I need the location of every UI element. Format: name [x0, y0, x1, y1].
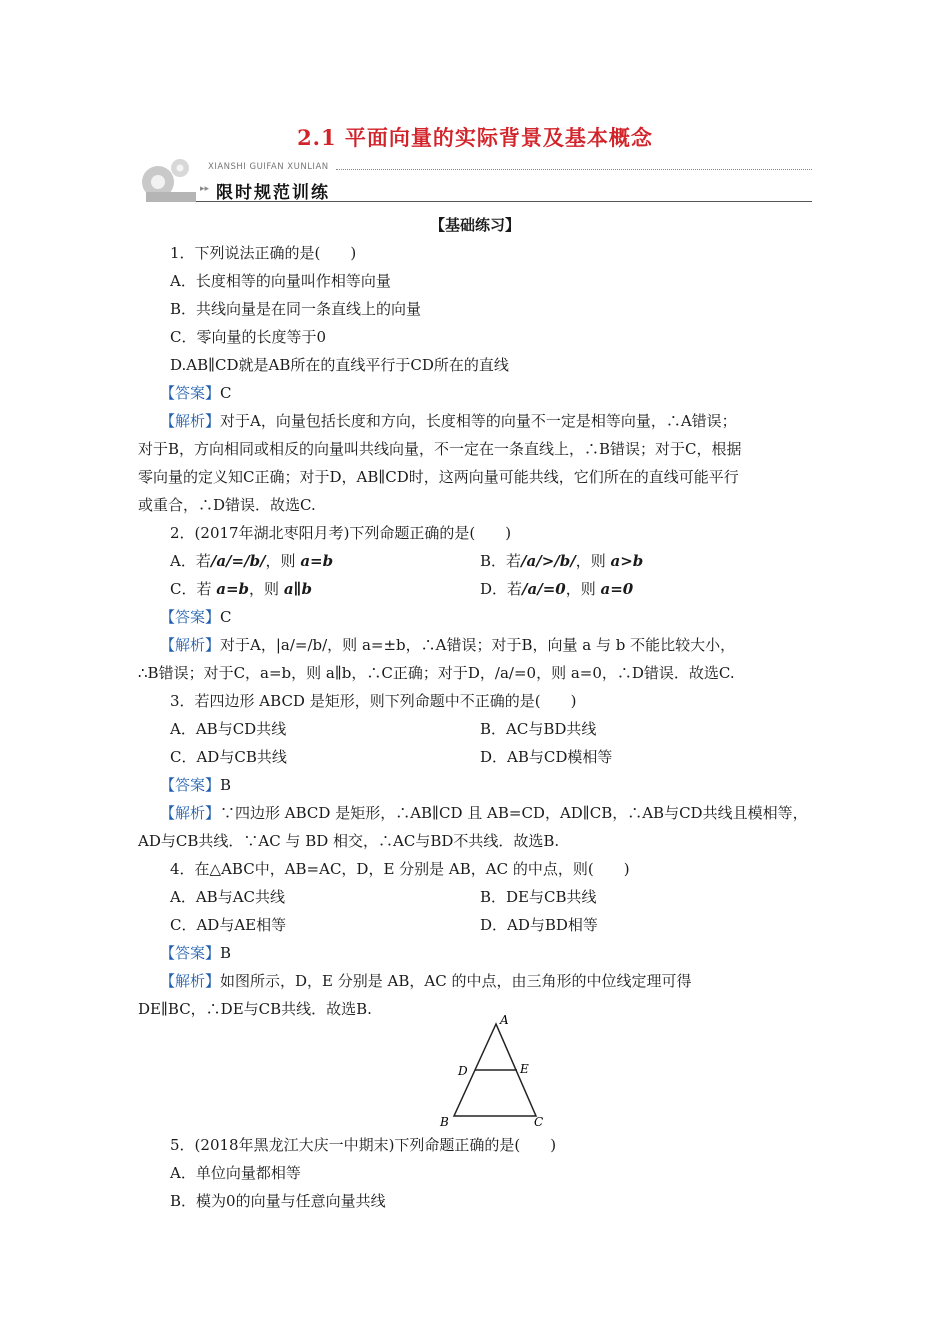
answer-tag: 【答案】 [160, 384, 221, 402]
q2-analysis-line-1 [160, 635, 735, 655]
q1-analysis-line-3: 零向量的定义知C正确；对于D，AB∥CD时，这两向量可能共线，它们所在的直线可能平行 [138, 468, 739, 486]
q2-option-a: A．若/a/=/b/，则 a=b [170, 552, 334, 570]
label-c: C [534, 1115, 544, 1129]
q3-option-d: D．AB与CD模相等 [480, 748, 613, 766]
q5-option-b: B．模为0的向量与任意向量共线 [170, 1192, 386, 1210]
q4-answer [160, 943, 231, 963]
q4-option-b: B．DE与CB共线 [480, 888, 597, 906]
answer-value: B [220, 776, 232, 794]
q3-answer [160, 775, 231, 795]
label-a: A [500, 1013, 509, 1027]
q4-analysis-line-2: DE∥BC，∴DE与CB共线．故选B. [138, 1000, 372, 1018]
label-d: D [458, 1064, 468, 1078]
banner-label: 限时规范训练 [216, 183, 330, 203]
q3-option-b: B．AC与BD共线 [480, 720, 597, 738]
q3-option-c: C．AD与CB共线 [170, 748, 287, 766]
q2-option-c: C．若 a=b，则 a∥b [170, 580, 312, 598]
answer-tag: 【答案】 [160, 776, 221, 794]
q1-analysis-line-4: 或重合，∴D错误．故选C. [138, 496, 316, 514]
label-b: B [440, 1115, 449, 1129]
q2-option-b: B．若/a/>/b/，则 a>b [480, 552, 644, 570]
q2-analysis-line-2: ∴B错误；对于C，a=b，则 a∥b，∴C正确；对于D，/a/=0，则 a=0，∴D错误．故选C. [138, 664, 735, 682]
q1-option-a: A．长度相等的向量叫作相等向量 [170, 272, 391, 290]
q4-option-c: C．AD与AE相等 [170, 916, 287, 934]
analysis-text: 如图所示，D，E 分别是 AB，AC 的中点，由三角形的中位线定理可得 [220, 972, 692, 990]
q3-option-a: A．AB与CD共线 [170, 720, 287, 738]
q4-analysis-line-1 [160, 971, 691, 991]
q4-option-d: D．AD与BD相等 [480, 916, 598, 934]
q2-answer [160, 607, 232, 627]
answer-tag: 【答案】 [160, 608, 221, 626]
analysis-tag: 【解析】 [160, 636, 221, 654]
q4-stem: 4．在△ABC中，AB=AC，D，E 分别是 AB，AC 的中点，则( ) [170, 860, 630, 878]
answer-tag: 【答案】 [160, 944, 221, 962]
banner-rule [196, 201, 812, 202]
label-e: E [520, 1062, 529, 1076]
banner-arrows-icon: ▸▸ [200, 184, 210, 194]
section-heading: 【基础练习】 [429, 216, 520, 234]
section-banner [136, 152, 812, 208]
answer-value: C [220, 608, 232, 626]
banner-dotted-line [336, 169, 812, 170]
q1-stem: 1．下列说法正确的是( ) [170, 244, 357, 262]
q3-analysis-line-1 [160, 803, 808, 823]
analysis-text: 对于A，向量包括长度和方向，长度相等的向量不一定是相等向量，∴A错误； [220, 412, 737, 430]
q5-stem: 5．(2018年黑龙江大庆一中期末)下列命题正确的是( ) [170, 1136, 557, 1154]
answer-value: C [220, 384, 232, 402]
q1-option-c: C．零向量的长度等于0 [170, 328, 327, 346]
q1-analysis-line-1 [160, 411, 737, 431]
q3-stem: 3．若四边形 ABCD 是矩形，则下列命题中不正确的是( ) [170, 692, 577, 710]
q2-option-d: D．若/a/=0，则 a=0 [480, 580, 634, 598]
q1-option-b: B．共线向量是在同一条直线上的向量 [170, 300, 422, 318]
q3-analysis-line-2: AD与CB共线．∵AC 与 BD 相交，∴AC与BD不共线．故选B. [138, 832, 560, 850]
answer-value: B [220, 944, 232, 962]
gear-decoration-icon [136, 154, 206, 204]
q1-option-d: D.AB∥CD就是AB所在的直线平行于CD所在的直线 [170, 356, 509, 374]
page-title: 2.1 平面向量的实际背景及基本概念 [297, 125, 653, 150]
triangle-figure [436, 1012, 556, 1132]
analysis-tag: 【解析】 [160, 972, 221, 990]
banner-pinyin: XIANSHI GUIFAN XUNLIAN [208, 162, 329, 172]
analysis-text: ∵四边形 ABCD 是矩形，∴AB∥CD 且 AB=CD，AD∥CB，∴AB与CD共线且模相等， [220, 804, 808, 822]
q2-stem: 2．(2017年湖北枣阳月考)下列命题正确的是( ) [170, 524, 512, 542]
analysis-tag: 【解析】 [160, 804, 221, 822]
q1-analysis-line-2: 对于B，方向相同或相反的向量叫共线向量，不一定在一条直线上，∴B错误；对于C，根据 [138, 440, 742, 458]
q5-option-a: A．单位向量都相等 [170, 1164, 301, 1182]
q4-option-a: A．AB与AC共线 [170, 888, 285, 906]
analysis-tag: 【解析】 [160, 412, 221, 430]
q1-answer [160, 383, 232, 403]
analysis-text: 对于A，|a/=/b/，则 a=±b，∴A错误；对于B，向量 a 与 b 不能比较大小， [220, 636, 736, 654]
